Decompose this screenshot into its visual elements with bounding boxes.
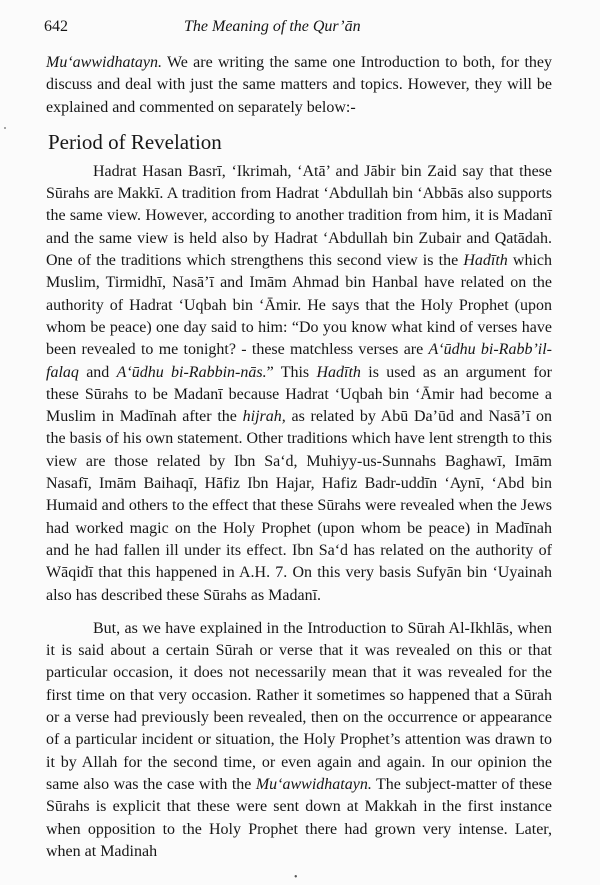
section-heading: Period of Revelation [48, 129, 222, 154]
bottom-mark: • [294, 872, 298, 883]
p1-text-2: which Muslim, Tirmidhī, Nasā’ī and Imām Ahmad bin Hanbal have related on the authority of Hadrat ‘Uqbah bin ‘Āmir. He says that the Holy Prophet (upon whom be peace) one day said to him: “Do you know what kind of verses have been revealed to me tonight? - these matchless verses are [46, 252, 553, 359]
running-head: The Meaning of the Qur’ān [184, 18, 361, 35]
p2-text-2: The subject-matter of these Sūrahs is explicit that these were sent down at Makkah in the first instance when opposition to the Holy Prophet there had grown very intense. Later, when at Madinah [46, 775, 552, 860]
scan-speck [4, 127, 6, 129]
paragraph-1 [46, 161, 552, 607]
p1-em-4: Hadīth [316, 363, 361, 381]
p1-em-1: Hadīth [463, 252, 508, 270]
p1-text-3: and [78, 363, 117, 381]
p1-text-4: ” This [266, 363, 317, 381]
intro-text: We are writing the same one Introduction to both, for they discuss and deal with just the same matters and topics. However, they will be explained and commented on separately below:- [46, 54, 552, 116]
page-header [44, 18, 562, 40]
p1-text-6: as related by Abū Da’ūd and Nasā’ī on the basis of his own statement. Other traditions which have lent strength to this view are those related by Ibn Sa‘d, Muhiyy-us-Sunnahs Baghawī, Imām Nasafī, Imām Baihaqī, Hāfiz Ibn Hajar, Hafiz Badr-uddīn ‘Aynī, ‘Abd bin Humaid and others to the effect that these Sūrahs were revealed when the Jews had worked magic on the Holy Prophet (upon whom be peace) in Madīnah and he had fallen ill under its effect. Ibn Sa‘d has related on the authority of Wāqidī that this happened in A.H. 7. On this very basis Sufyān bin ‘Uyainah also has described these Sūrahs as Madanī. [46, 408, 552, 604]
p1-em-5: hijrah, [242, 408, 286, 426]
page-body [46, 52, 552, 863]
p1-em-3: A‘ūdhu bi-Rabbin-nās. [116, 363, 267, 381]
page-number: 642 [44, 18, 68, 35]
p2-text-1: But, as we have explained in the Introduction to Sūrah Al-Ikhlās, when it is said about a certain Sūrah or verse that it was revealed on this or that particular occasion, it does not necessarily mean that it was revealed for the first time on that very occasion. Rather it sometimes so happened that a Sūrah or a verse had previously been revealed, then on the occurrence or appearance of a particular incident or situation, the Holy Prophet’s attention was drawn to it by Allah for the second time, or even again and again. In our opinion the same also was the case with the [46, 619, 552, 793]
p2-em-1: Mu‘awwidhatayn. [255, 775, 372, 793]
intro-paragraph [46, 52, 552, 119]
intro-term: Mu‘awwidhatayn. [46, 54, 162, 71]
p1-em-2: A‘ūdhu bi-Rabb’il-falaq [46, 341, 552, 381]
p1-text-1: Hadrat Hasan Basrī, ‘Ikrimah, ‘Atā’ and Jābir bin Zaid say that these Sūrahs are Makkī. A tradition from Hadrat ‘Abdullah bin ‘Abbās also supports the same view. However, according to another tradition from him, it is Madanī and the same view is held also by Hadrat ‘Abdullah bin Zubair and Qatādah. One of the traditions which strengthens this second view is the [46, 162, 552, 270]
paragraph-2 [46, 618, 552, 863]
p1-text-5: is used as an argument for these Sūrahs to be Madanī because Hadrat ‘Uqbah bin ‘Āmir had become a Muslim in Madīnah after the [46, 363, 553, 426]
